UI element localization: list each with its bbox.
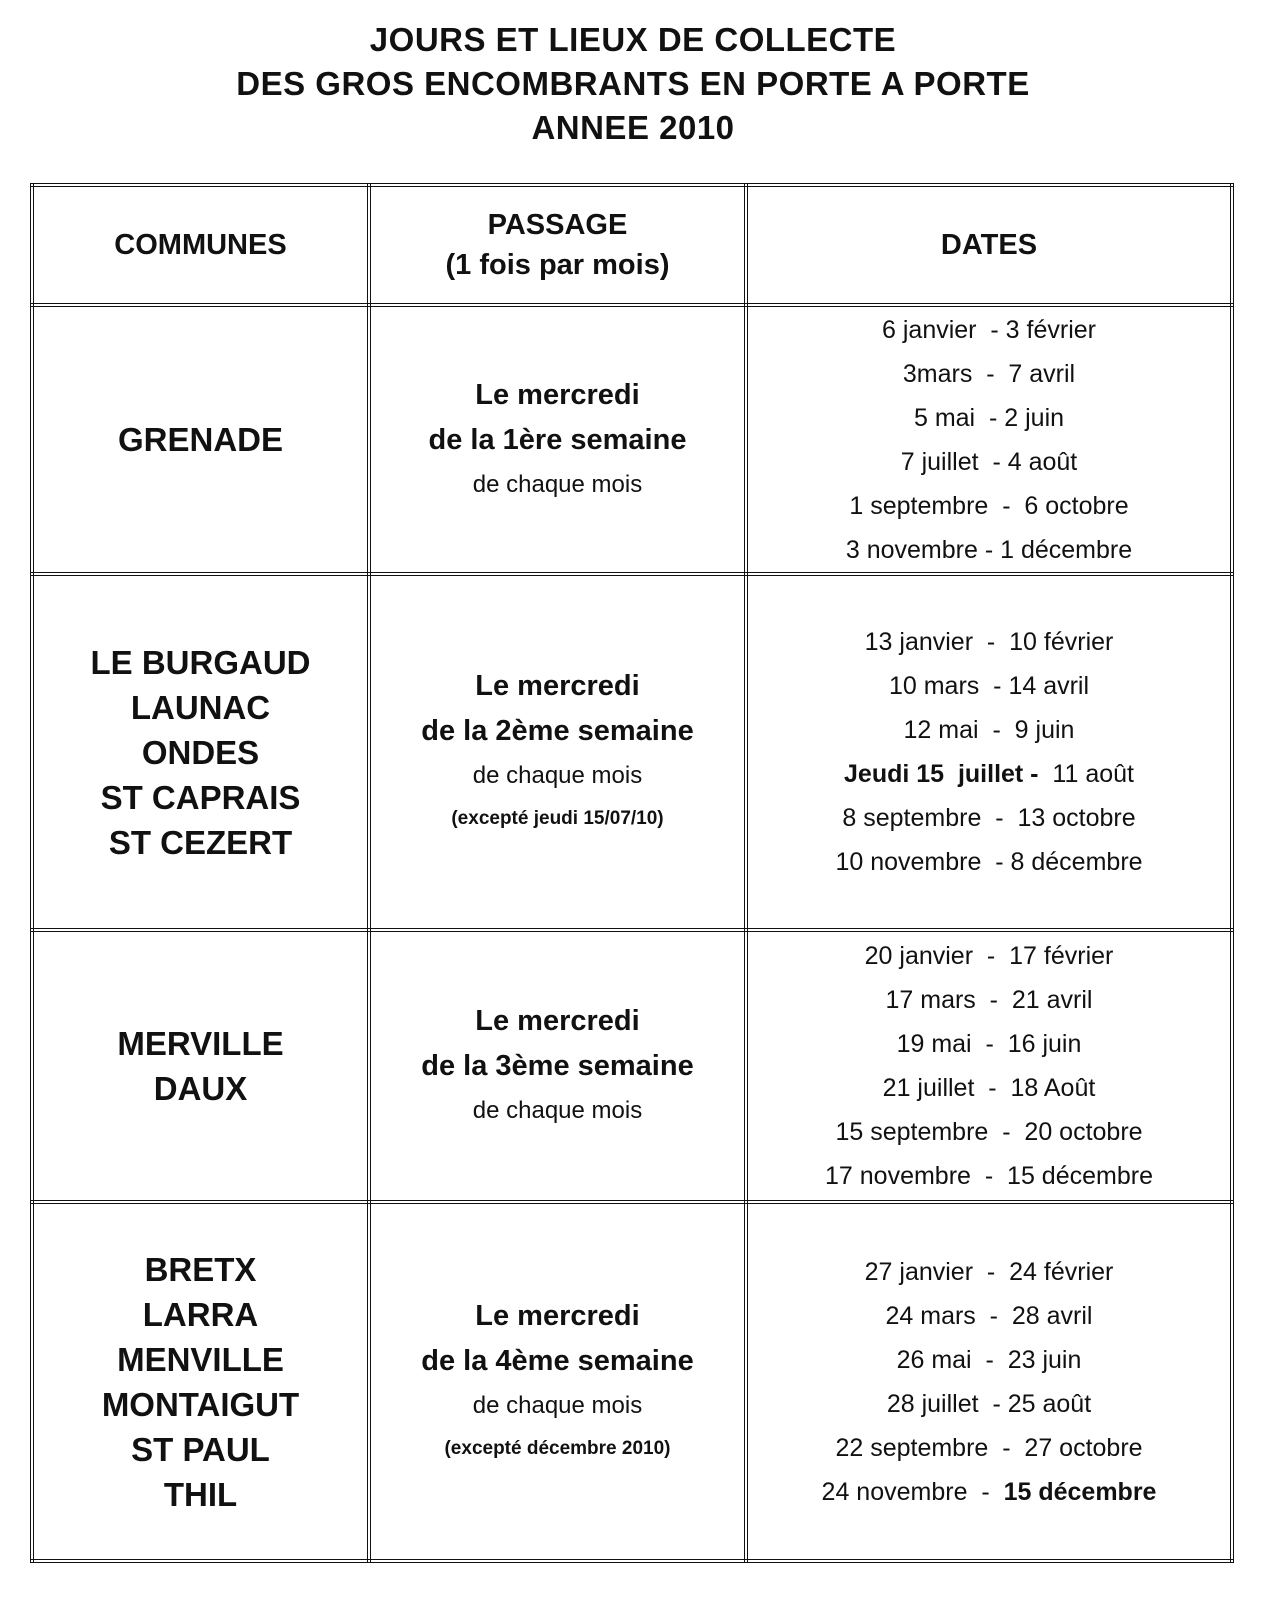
commune-name: ONDES xyxy=(141,733,260,771)
passage-exception-note: (excepté jeudi 15/07/10) xyxy=(451,808,664,829)
commune-name: DAUX xyxy=(153,1070,248,1107)
date-pair-exception: Jeudi 15 juillet - 11 août xyxy=(844,760,1134,788)
date-pair: 17 mars - 21 avril xyxy=(885,986,1093,1014)
date-pair: 19 mai - 16 juin xyxy=(896,1030,1082,1058)
passage-frequency: de chaque mois xyxy=(472,1391,643,1419)
header-passage-label: PASSAGE xyxy=(487,209,628,241)
commune-name: ST PAUL xyxy=(131,1430,270,1468)
header-row xyxy=(32,185,1232,305)
date-pair-exception: 24 novembre - 15 décembre xyxy=(821,1477,1157,1506)
passage-cell xyxy=(369,930,746,1202)
passage-cell xyxy=(369,305,746,574)
date-pair: 13 janvier - 10 février xyxy=(864,628,1114,656)
exception-date: Jeudi 15 juillet - xyxy=(844,760,1046,788)
passage-day: Le mercredi xyxy=(475,1005,640,1037)
commune-name: MONTAIGUT xyxy=(101,1385,300,1423)
collection-schedule-table xyxy=(30,183,1234,1563)
passage-cell xyxy=(369,574,746,930)
table-row xyxy=(32,574,1232,930)
dates-cell xyxy=(746,930,1232,1202)
table-row xyxy=(32,930,1232,1202)
date-pair: 17 novembre - 15 décembre xyxy=(825,1162,1153,1190)
title-line-3: ANNEE 2010 xyxy=(531,109,735,146)
date-pair: 10 novembre - 8 décembre xyxy=(835,848,1143,876)
date-pair: 5 mai - 2 juin xyxy=(913,403,1065,432)
document-title xyxy=(0,18,1266,150)
passage-cell xyxy=(369,1202,746,1561)
commune-name: LAUNAC xyxy=(130,688,271,726)
table-row xyxy=(32,305,1232,574)
commune-name: LE BURGAUD xyxy=(90,643,311,681)
header-communes-label: COMMUNES xyxy=(114,229,287,261)
commune-name: MENVILLE xyxy=(117,1340,284,1378)
commune-name: ST CEZERT xyxy=(108,823,293,861)
header-dates xyxy=(746,185,1232,305)
header-passage xyxy=(369,185,746,305)
header-communes xyxy=(32,185,369,305)
date-pair: 3mars - 7 avril xyxy=(902,359,1076,388)
passage-week: de la 1ère semaine xyxy=(428,423,687,456)
passage-day: Le mercredi xyxy=(475,1299,640,1332)
date-pair: 26 mai - 23 juin xyxy=(896,1345,1082,1374)
passage-exception-note: (excepté décembre 2010) xyxy=(444,1437,671,1459)
date-pair: 28 juillet - 25 août xyxy=(886,1389,1092,1418)
table-row xyxy=(32,1202,1232,1561)
date-pair: 12 mai - 9 juin xyxy=(903,716,1075,744)
header-dates-label: DATES xyxy=(940,229,1038,261)
title-line-2: DES GROS ENCOMBRANTS EN PORTE A PORTE xyxy=(236,65,1030,102)
commune-name: GRENADE xyxy=(117,421,284,458)
passage-frequency: de chaque mois xyxy=(472,470,643,498)
passage-day: Le mercredi xyxy=(475,378,640,411)
dates-cell xyxy=(746,1202,1232,1561)
title-line-1: JOURS ET LIEUX DE COLLECTE xyxy=(369,21,897,58)
date-pair: 7 juillet - 4 août xyxy=(900,447,1078,476)
communes-cell xyxy=(32,1202,369,1561)
exception-date: 15 décembre xyxy=(1003,1477,1157,1506)
date-pair: 3 novembre - 1 décembre xyxy=(845,535,1133,564)
communes-cell xyxy=(32,930,369,1202)
date-pair: 21 juillet - 18 Août xyxy=(882,1074,1096,1102)
date-pair: 6 janvier - 3 février xyxy=(882,315,1096,344)
commune-name: BRETX xyxy=(144,1250,257,1288)
passage-day: Le mercredi xyxy=(475,670,640,702)
communes-cell xyxy=(32,574,369,930)
date-pair: 10 mars - 14 avril xyxy=(888,672,1090,700)
date-pair: 24 mars - 28 avril xyxy=(885,1301,1093,1330)
commune-name: MERVILLE xyxy=(117,1025,284,1062)
passage-frequency: de chaque mois xyxy=(472,1097,643,1124)
date-pair: 1 septembre - 6 octobre xyxy=(849,491,1129,520)
date-pair: 15 septembre - 20 octobre xyxy=(835,1118,1143,1146)
communes-cell xyxy=(32,305,369,574)
passage-week: de la 4ème semaine xyxy=(421,1344,694,1377)
passage-week: de la 3ème semaine xyxy=(421,1050,694,1082)
dates-cell xyxy=(746,305,1232,574)
commune-name: THIL xyxy=(163,1475,238,1513)
dates-cell xyxy=(746,574,1232,930)
commune-name: LARRA xyxy=(142,1295,259,1333)
commune-name: ST CAPRAIS xyxy=(100,778,301,816)
date-pair: 22 septembre - 27 octobre xyxy=(835,1433,1143,1462)
passage-week: de la 2ème semaine xyxy=(421,715,694,747)
date-pair: 27 janvier - 24 février xyxy=(864,1257,1114,1286)
date-pair: 20 janvier - 17 février xyxy=(864,942,1114,970)
date-pair: 8 septembre - 13 octobre xyxy=(842,804,1136,832)
passage-frequency: de chaque mois xyxy=(472,762,643,789)
header-passage-sublabel: (1 fois par mois) xyxy=(445,249,670,281)
